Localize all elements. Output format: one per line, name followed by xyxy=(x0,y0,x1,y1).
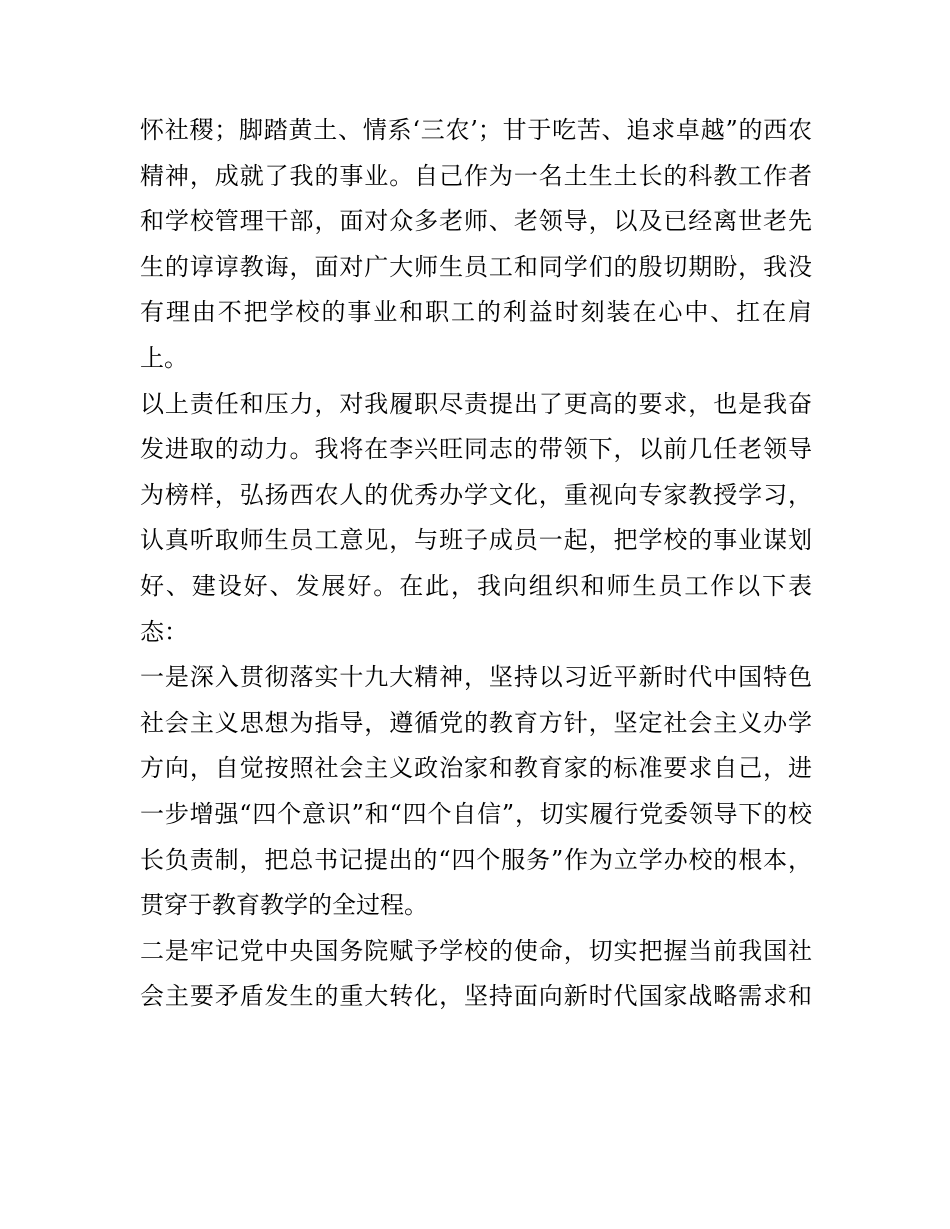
text-line: 长负责制，把总书记提出的“四个服务”作为立学办校的根本， xyxy=(140,845,812,874)
text-line: 生的谆谆教诲，面对广大师生员工和同学们的殷切期盼，我没 xyxy=(140,252,812,281)
text-line: 贯穿于教育教学的全过程。 xyxy=(140,891,428,920)
text-line: 以上责任和压力，对我履职尽责提出了更高的要求，也是我奋 xyxy=(140,389,812,418)
text-line: 方向，自觉按照社会主义政治家和教育家的标准要求自己，进 xyxy=(140,754,812,783)
text-line: 二是牢记党中央国务院赋予学校的使命，切实把握当前我国社 xyxy=(140,936,812,965)
text-line: 怀社稷；脚踏黄土、情系‘三农’；甘于吃苦、追求卓越”的西农 xyxy=(140,116,812,144)
text-line: 社会主义思想为指导，遵循党的教育方针，坚定社会主义办学 xyxy=(140,708,812,737)
paragraph-2 xyxy=(140,382,812,656)
text-line: 为榜样，弘扬西农人的优秀办学文化，重视向专家教授学习， xyxy=(140,480,812,509)
text-line: 好、建设好、发展好。在此，我向组织和师生员工作以下表 xyxy=(140,571,812,600)
text-line: 一步增强“四个意识”和“四个自信”，切实履行党委领导下的校 xyxy=(140,799,812,828)
text-line: 态： xyxy=(140,617,188,646)
text-line: 有理由不把学校的事业和职工的利益时刻装在心中、扛在肩 xyxy=(140,298,812,327)
paragraph-4 xyxy=(140,929,812,1020)
text-line: 上。 xyxy=(140,343,188,372)
body-text xyxy=(140,108,812,1020)
paragraph-1 xyxy=(140,108,812,382)
text-line: 和学校管理干部，面对众多老师、老领导，以及已经离世老先 xyxy=(140,207,812,236)
text-line: 一是深入贯彻落实十九大精神，坚持以习近平新时代中国特色 xyxy=(140,663,812,692)
text-line: 精神，成就了我的事业。自己作为一名土生土长的科教工作者 xyxy=(140,161,812,190)
text-line: 会主要矛盾发生的重大转化，坚持面向新时代国家战略需求和 xyxy=(140,982,812,1011)
text-line: 发进取的动力。我将在李兴旺同志的带领下，以前几任老领导 xyxy=(140,435,812,464)
paragraph-3 xyxy=(140,655,812,929)
text-line: 认真听取师生员工意见，与班子成员一起，把学校的事业谋划 xyxy=(140,526,812,555)
